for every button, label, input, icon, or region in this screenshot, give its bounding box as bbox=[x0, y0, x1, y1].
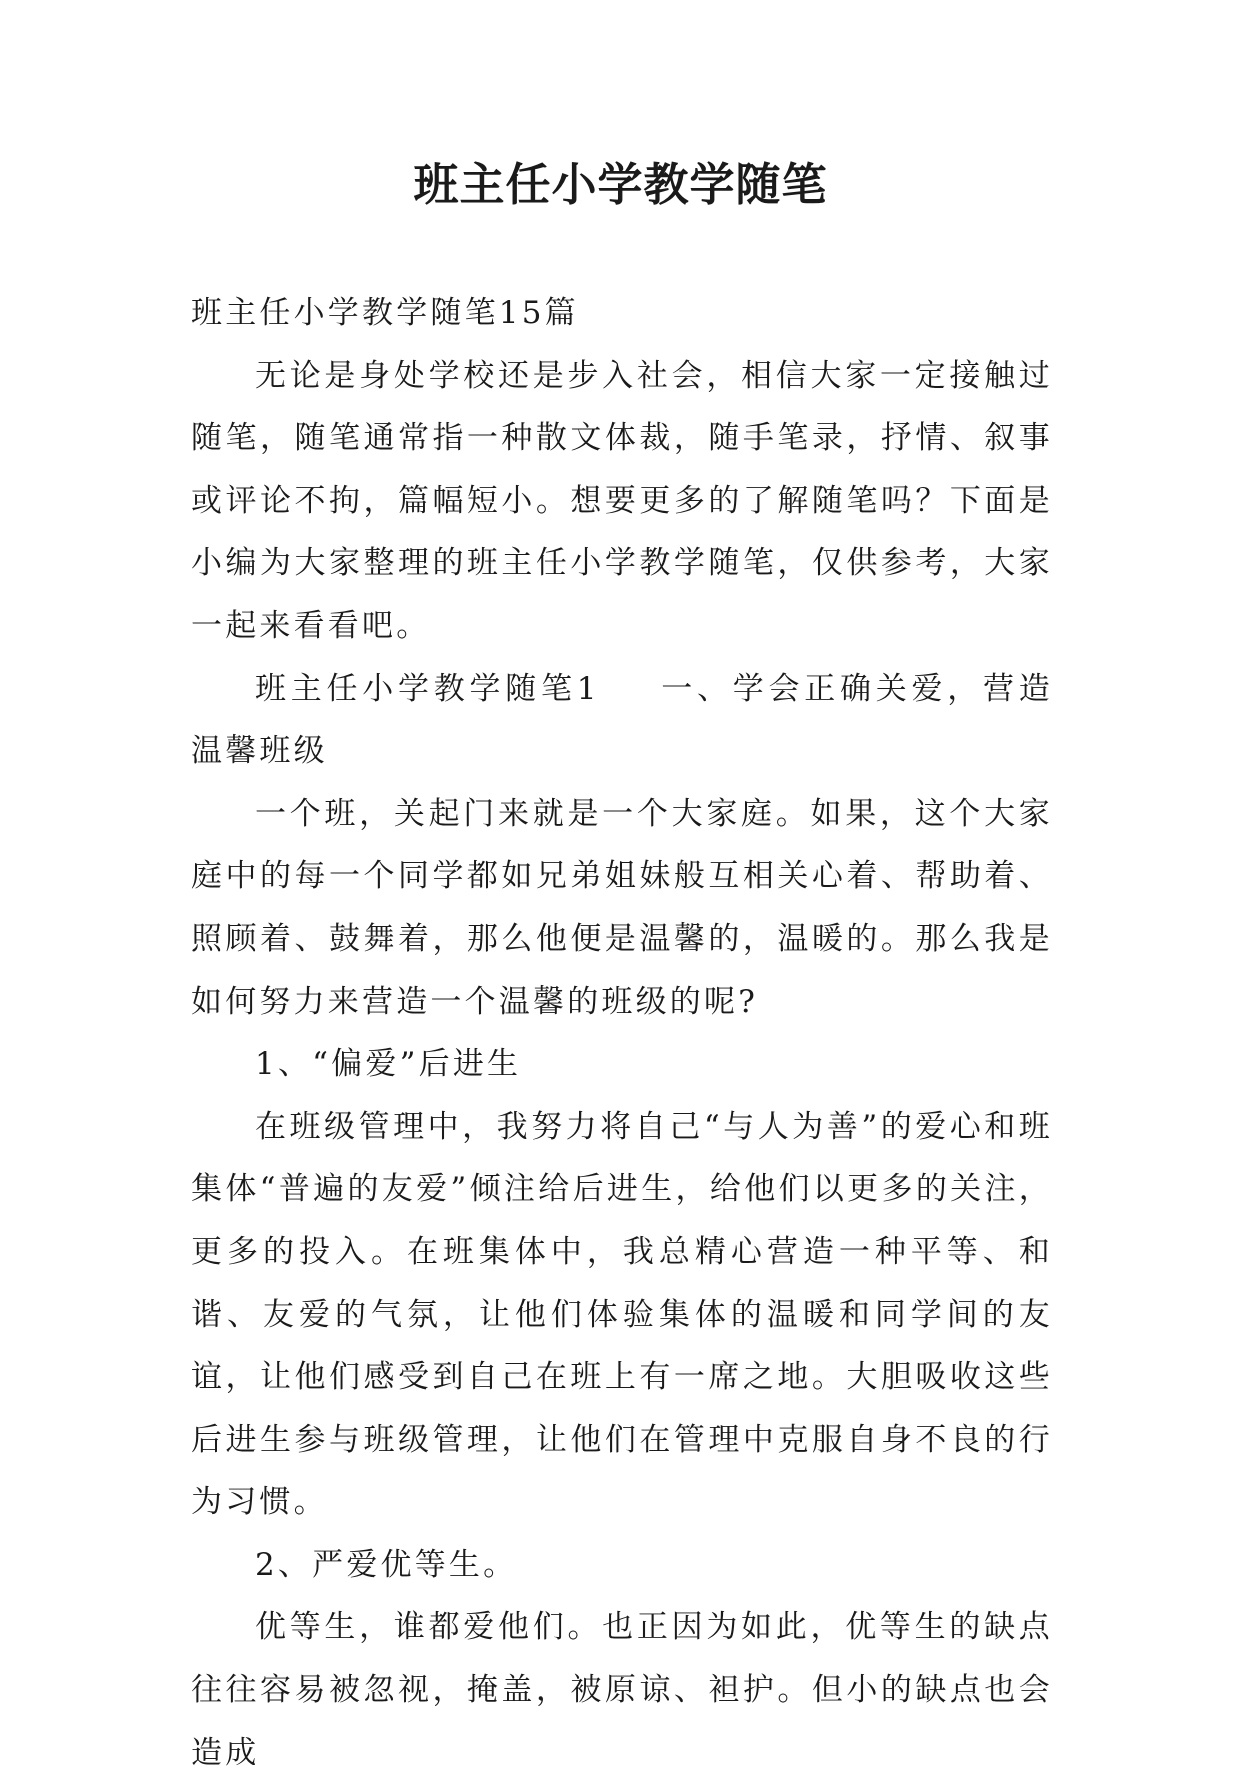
section-1-heading: 一、学会正确关爱，营造温馨班级 bbox=[191, 670, 1053, 770]
point-1-heading: 1、“偏爱”后进生 bbox=[255, 1046, 522, 1083]
paragraph-top-students: 优等生，谁都爱他们。也正因为如此，优等生的缺点往往容易被忽视，掩盖，被原谅、袒护。但小的缺点也会造成 bbox=[191, 1609, 1053, 1771]
paragraph-family: 一个班，关起门来就是一个大家庭。如果，这个大家庭中的每一个同学都如兄弟姐妹般互相关心着、帮助着、照顾着、鼓舞着，那么他便是温馨的，温暖的。那么我是如何努力来营造一个温馨的班级的呢? bbox=[191, 795, 1053, 1020]
essay-heading-line bbox=[191, 658, 1053, 783]
page-title: 班主任小学教学随笔 bbox=[413, 158, 828, 211]
point-2-heading: 2、严爱优等生。 bbox=[255, 1546, 518, 1583]
essay-1-heading: 班主任小学教学随笔1 bbox=[255, 670, 600, 707]
document-body bbox=[191, 282, 1053, 1784]
document-subtitle: 班主任小学教学随笔15篇 bbox=[191, 295, 579, 331]
paragraph-laggards: 在班级管理中，我努力将自己“与人为善”的爱心和班集体“普遍的友爱”倾注给后进生，给他们以更多的关注，更多的投入。在班集体中，我总精心营造一种平等、和谐、友爱的气氛，让他们体验集体的温暖和同学间的友谊，让他们感受到自己在班上有一席之地。大胆吸收这些后进生参与班级管理，让他们在管理中克服自身不良的行为习惯。 bbox=[191, 1108, 1053, 1521]
intro-paragraph: 无论是身处学校还是步入社会，相信大家一定接触过随笔，随笔通常指一种散文体裁，随手笔录，抒情、叙事或评论不拘，篇幅短小。想要更多的了解随笔吗？下面是小编为大家整理的班主任小学教学随笔，仅供参考，大家一起来看看吧。 bbox=[191, 357, 1053, 644]
